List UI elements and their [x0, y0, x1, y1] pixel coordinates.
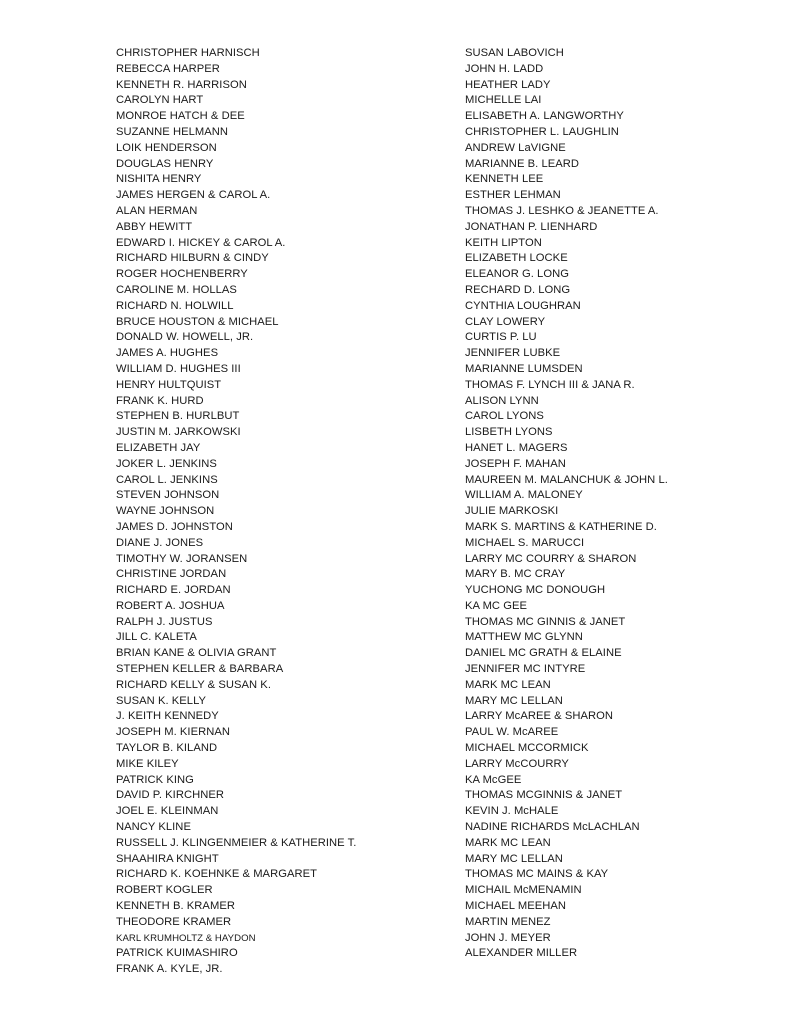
- list-item: JOHN H. LADD: [465, 62, 544, 75]
- list-item: LARRY McCOURRY: [465, 757, 569, 770]
- list-item: RALPH J. JUSTUS: [116, 615, 213, 628]
- list-item: KENNETH R. HARRISON: [116, 78, 247, 91]
- list-item: JAMES D. JOHNSTON: [116, 520, 233, 533]
- list-item: KEITH LIPTON: [465, 236, 542, 249]
- list-item: MARK S. MARTINS & KATHERINE D.: [465, 520, 657, 533]
- list-item: ANDREW LaVIGNE: [465, 141, 566, 154]
- list-item: DIANE J. JONES: [116, 536, 204, 549]
- list-item: BRIAN KANE & OLIVIA GRANT: [116, 647, 277, 660]
- list-item: MATTHEW MC GLYNN: [465, 631, 583, 644]
- list-item: DANIEL MC GRATH & ELAINE: [465, 647, 622, 660]
- list-item: ESTHER LEHMAN: [465, 189, 561, 202]
- list-item: SUZANNE HELMANN: [116, 125, 229, 138]
- list-item: DONALD W. HOWELL, JR.: [116, 331, 254, 344]
- list-item: JAMES HERGEN & CAROL A.: [116, 189, 271, 202]
- list-item: JOEL E. KLEINMAN: [116, 805, 219, 818]
- list-item: JENNIFER MC INTYRE: [465, 663, 586, 676]
- list-item: MARK MC LEAN: [465, 678, 551, 691]
- list-item: KARL KRUMHOLTZ & HAYDON: [116, 932, 256, 944]
- list-item: LISBETH LYONS: [465, 426, 553, 439]
- list-item: CAROLYN HART: [116, 94, 204, 107]
- list-item: MIKE KILEY: [116, 757, 179, 770]
- list-item: LARRY McAREE & SHARON: [465, 710, 613, 723]
- list-item: JULIE MARKOSKI: [465, 505, 559, 518]
- list-item: ELEANOR G. LONG: [465, 268, 569, 281]
- list-item: YUCHONG MC DONOUGH: [465, 584, 606, 597]
- list-item: MICHAEL MCCORMICK: [465, 742, 589, 755]
- list-item: MARY B. MC CRAY: [465, 568, 566, 581]
- list-item: JENNIFER LUBKE: [465, 347, 561, 360]
- list-item: JONATHAN P. LIENHARD: [465, 220, 598, 233]
- list-item: RICHARD K. KOEHNKE & MARGARET: [116, 868, 317, 881]
- list-item: ALEXANDER MILLER: [465, 947, 578, 960]
- list-item: THOMAS MC MAINS & KAY: [465, 868, 609, 881]
- list-item: MONROE HATCH & DEE: [116, 110, 245, 123]
- list-item: FRANK K. HURD: [116, 394, 204, 407]
- list-item: CLAY LOWERY: [465, 315, 546, 328]
- list-item: J. KEITH KENNEDY: [116, 710, 219, 723]
- list-item: KEVIN J. McHALE: [465, 805, 559, 818]
- list-item: MICHAEL S. MARUCCI: [465, 536, 585, 549]
- list-item: JOKER L. JENKINS: [116, 457, 217, 470]
- list-item: ROGER HOCHENBERRY: [116, 268, 248, 281]
- list-item: CAROL LYONS: [465, 410, 544, 423]
- list-item: PAUL W. McAREE: [465, 726, 559, 739]
- name-list-left-column: [116, 46, 446, 978]
- list-item: MAUREEN M. MALANCHUK & JOHN L.: [465, 473, 668, 486]
- list-item: MARTIN MENEZ: [465, 915, 551, 928]
- list-item: EDWARD I. HICKEY & CAROL A.: [116, 236, 286, 249]
- list-item: MARK MC LEAN: [465, 836, 551, 849]
- list-item: MICHAEL MEEHAN: [465, 900, 566, 913]
- list-item: KENNETH B. KRAMER: [116, 900, 235, 913]
- list-item: CHRISTINE JORDAN: [116, 568, 227, 581]
- list-item: WILLIAM A. MALONEY: [465, 489, 583, 502]
- list-item: NADINE RICHARDS McLACHLAN: [465, 821, 640, 834]
- list-item: ELISABETH A. LANGWORTHY: [465, 110, 624, 123]
- list-item: MARY MC LELLAN: [465, 694, 563, 707]
- list-item: WILLIAM D. HUGHES III: [116, 362, 241, 375]
- list-item: STEVEN JOHNSON: [116, 489, 220, 502]
- list-item: RICHARD E. JORDAN: [116, 584, 231, 597]
- list-item: DOUGLAS HENRY: [116, 157, 214, 170]
- list-item: THOMAS MCGINNIS & JANET: [465, 789, 623, 802]
- list-item: FRANK A. KYLE, JR.: [116, 963, 223, 976]
- list-item: KA McGEE: [465, 773, 522, 786]
- list-item: HEATHER LADY: [465, 78, 551, 91]
- list-item: JUSTIN M. JARKOWSKI: [116, 426, 241, 439]
- list-item: MICHELLE LAI: [465, 94, 542, 107]
- list-item: JAMES A. HUGHES: [116, 347, 219, 360]
- list-item: THOMAS MC GINNIS & JANET: [465, 615, 626, 628]
- list-item: ALAN HERMAN: [116, 204, 198, 217]
- list-item: ROBERT A. JOSHUA: [116, 599, 225, 612]
- list-item: JOHN J. MEYER: [465, 931, 551, 944]
- list-item: NANCY KLINE: [116, 821, 191, 834]
- list-item: BRUCE HOUSTON & MICHAEL: [116, 315, 279, 328]
- list-item: LARRY MC COURRY & SHARON: [465, 552, 637, 565]
- list-item: JOSEPH M. KIERNAN: [116, 726, 230, 739]
- list-item: CURTIS P. LU: [465, 331, 537, 344]
- list-item: STEPHEN B. HURLBUT: [116, 410, 240, 423]
- list-item: TIMOTHY W. JORANSEN: [116, 552, 248, 565]
- list-item: REBECCA HARPER: [116, 62, 220, 75]
- list-item: KENNETH LEE: [465, 173, 544, 186]
- list-item: RUSSELL J. KLINGENMEIER & KATHERINE T.: [116, 836, 357, 849]
- list-item: PATRICK KUIMASHIRO: [116, 947, 238, 960]
- list-item: WAYNE JOHNSON: [116, 505, 215, 518]
- list-item: THOMAS J. LESHKO & JEANETTE A.: [465, 204, 659, 217]
- list-item: TAYLOR B. KILAND: [116, 742, 218, 755]
- list-item: THOMAS F. LYNCH III & JANA R.: [465, 378, 635, 391]
- list-item: THEODORE KRAMER: [116, 915, 232, 928]
- list-item: ELIZABETH JAY: [116, 441, 201, 454]
- list-item: LOIK HENDERSON: [116, 141, 217, 154]
- list-item: SHAAHIRA KNIGHT: [116, 852, 219, 865]
- list-item: RICHARD N. HOLWILL: [116, 299, 234, 312]
- list-item: PATRICK KING: [116, 773, 194, 786]
- list-item: JOSEPH F. MAHAN: [465, 457, 566, 470]
- list-item: ALISON LYNN: [465, 394, 539, 407]
- list-item: ELIZABETH LOCKE: [465, 252, 568, 265]
- list-item: JILL C. KALETA: [116, 631, 197, 644]
- list-item: MICHAIL McMENAMIN: [465, 884, 582, 897]
- list-item: CYNTHIA LOUGHRAN: [465, 299, 581, 312]
- list-item: NISHITA HENRY: [116, 173, 202, 186]
- list-item: CAROLINE M. HOLLAS: [116, 283, 237, 296]
- list-item: ABBY HEWITT: [116, 220, 193, 233]
- list-item: CHRISTOPHER L. LAUGHLIN: [465, 125, 619, 138]
- list-item: KA MC GEE: [465, 599, 527, 612]
- list-item: CAROL L. JENKINS: [116, 473, 218, 486]
- name-list-right-column: [465, 46, 785, 962]
- list-item: STEPHEN KELLER & BARBARA: [116, 663, 284, 676]
- list-item: MARIANNE B. LEARD: [465, 157, 579, 170]
- list-item: SUSAN K. KELLY: [116, 694, 207, 707]
- list-item: SUSAN LABOVICH: [465, 47, 564, 59]
- list-item: DAVID P. KIRCHNER: [116, 789, 224, 802]
- list-item: RECHARD D. LONG: [465, 283, 571, 296]
- list-item: CHRISTOPHER HARNISCH: [116, 47, 260, 59]
- list-item: ROBERT KOGLER: [116, 884, 213, 897]
- list-item: RICHARD HILBURN & CINDY: [116, 252, 269, 265]
- list-item: MARIANNE LUMSDEN: [465, 362, 583, 375]
- list-item: MARY MC LELLAN: [465, 852, 563, 865]
- list-item: HANET L. MAGERS: [465, 441, 568, 454]
- list-item: RICHARD KELLY & SUSAN K.: [116, 678, 271, 691]
- list-item: HENRY HULTQUIST: [116, 378, 222, 391]
